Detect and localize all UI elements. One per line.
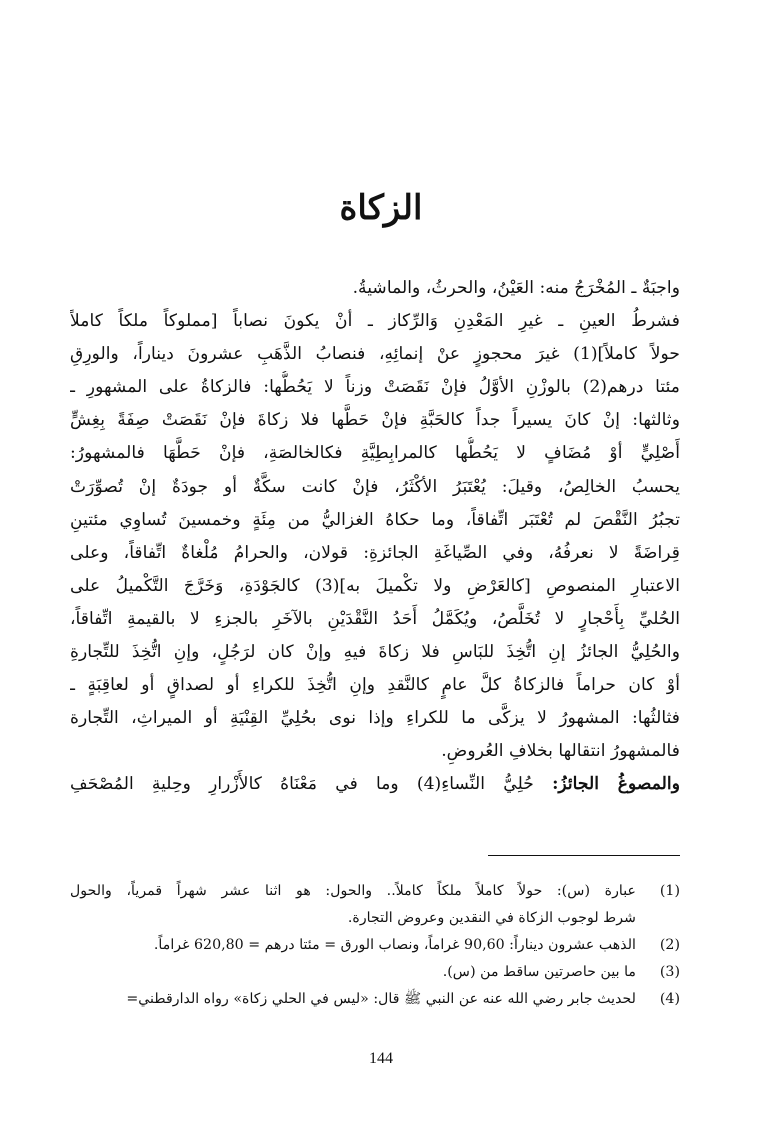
footnote-number: (1) [659, 883, 680, 899]
footnote-line: شرط لوجوب الزكاة في النقدين وعروض التجارة. [347, 910, 636, 926]
footnote-number: (2) [659, 937, 680, 953]
text-line: قِراضَةً لا نعرفُهُ، وفي الصِّياغَةِ الجائزةِ: قولان، والحرامُ مُلْغاةٌ اتِّفاقاً، وعلى [70, 542, 680, 563]
text-line: الاعتبارِ المنصوصِ [كالعَرْضِ ولا تكْميلَ به](3) كالجَوْدَةِ، وَخَرَّجَ التَّكْميلُ على [70, 575, 680, 596]
text-line: حولاً كاملاً](1) غيرَ محجوزٍ عنْ إنمائِهِ، فنصابُ الذَّهَبِ عشرونَ ديناراً، والورِقِ [70, 344, 680, 365]
footnote-text [70, 959, 636, 986]
text-line: والحُلِيُّ الجائزُ إنِ اتُّخِذَ للبَاسِ فلا زكاةَ فيهِ وإنْ كان لرَجُلٍ، وإنِ اتُّخِذَ للتِّجارةِ [70, 642, 680, 663]
text-line: أَصْلِيٍّ أوْ مُضَافٍ لا يَحُطُّها كالمرابِطِيَّةِ فكالخالصَةِ، فإنْ حَطَّهَا فالمشهورُ: [70, 443, 680, 464]
text-line: تجبُرُ النَّقْصَ لم تُعْتَبَر اتِّفاقاً، وما حكاهُ الغزاليُّ من مِئَةٍ وخمسينَ تُساوِي مئتينِ [70, 509, 680, 530]
footnote-line: عبارة (س): حولاً كاملاً ملكاً كاملاً.. والحول: هو اثنا عشر شهراً قمرياً، والحول [70, 883, 636, 899]
text-line: مئتا درهم(2) بالوزْنِ الأوَّلُ فإنْ نَقَصَتْ وزناً لا يَحُطُّها: فالزكاةُ على المشهورِ ـ [70, 377, 680, 398]
footnote-line: الذهب عشرون ديناراً: 90,60 غراماً، ونصاب الورق = مئتا درهم = 620,80 غراماً. [153, 937, 636, 953]
footnote-line: لحديث جابر رضي الله عنه عن النبي ﷺ قال: «ليس في الحلي زكاة» رواه الدارقطني= [126, 991, 636, 1007]
footnote-1 [70, 878, 680, 932]
text-line: أوْ كان حراماً فالزكاةُ كلَّ عامٍ كالنَّقدِ وإنِ اتُّخِذَ للكراءِ أو لصداقٍ أو لعاقِبَةٍ ـ [70, 675, 680, 696]
bold-lead-term: والمصوغُ الجائزُ: [552, 774, 680, 795]
last-line-rest: حُلِيُّ النِّساءِ(4) وما في مَعْنَاهُ كالأَزْرارِ وحِليةِ المُصْحَفِ [70, 774, 534, 795]
footnote-number: (4) [659, 991, 680, 1007]
chapter-title: الزكاة [339, 188, 423, 228]
page-number: 144 [369, 1050, 393, 1067]
footnote-number: (3) [659, 964, 680, 980]
text-line: فثالثُها: المشهورُ لا يزكَّى ما للكراءِ وإذا نوى بحُلِيِّ القِنْيَةِ أو الميراثِ، التِّجارة [70, 708, 680, 729]
text-line: وثالثها: إنْ كانَ يسيراً جداً كالحَبَّةِ فإنْ حَطَّها فلا زكاةَ فإنْ نَقَصَتْ صِفَةً بِغِشٍّ [70, 410, 680, 431]
text-line: الحُليِّ بِأَحْجارٍ لا تُخَلَّصُ، ويُكَمَّلُ أَحَدُ النَّقْدَيْنِ بالآخَرِ بالجزءِ لا بالقيمةِ اتِّفاقاً، [70, 608, 680, 629]
footnote-4 [70, 986, 680, 1013]
footnote-text [70, 878, 636, 932]
footnote-text [70, 986, 636, 1013]
footnote-2 [70, 932, 680, 959]
footnote-3 [70, 959, 680, 986]
footnote-line: ما بين حاصرتين ساقط من (س). [442, 964, 636, 980]
text-line: فشرطُ العينِ ـ غيرِ المَعْدِنِ وَالرِّكاز ـ أنْ يكونَ نصاباً [مملوكاً ملكاً كاملاً [70, 311, 680, 332]
text-line-last [70, 768, 680, 801]
text-line: فالمشهورُ انتقالها بخلافِ العُروضِ. [441, 741, 680, 762]
footnotes [70, 878, 680, 1013]
text-line: يحسبُ الخالِصُ، وقيلَ: يُعْتَبَرُ الأكْثَرُ، فإنْ كانت سكَّةٌ أو جودَةٌ إنْ تُصوِّرَتْ [70, 476, 680, 497]
footnote-text [70, 932, 636, 959]
text-line: واجبَةٌ ـ المُخْرَجُ منه: العَيْنُ، والحرثُ، والماشيةُ. [352, 278, 680, 298]
footnote-divider [488, 855, 680, 856]
main-text [70, 272, 680, 802]
